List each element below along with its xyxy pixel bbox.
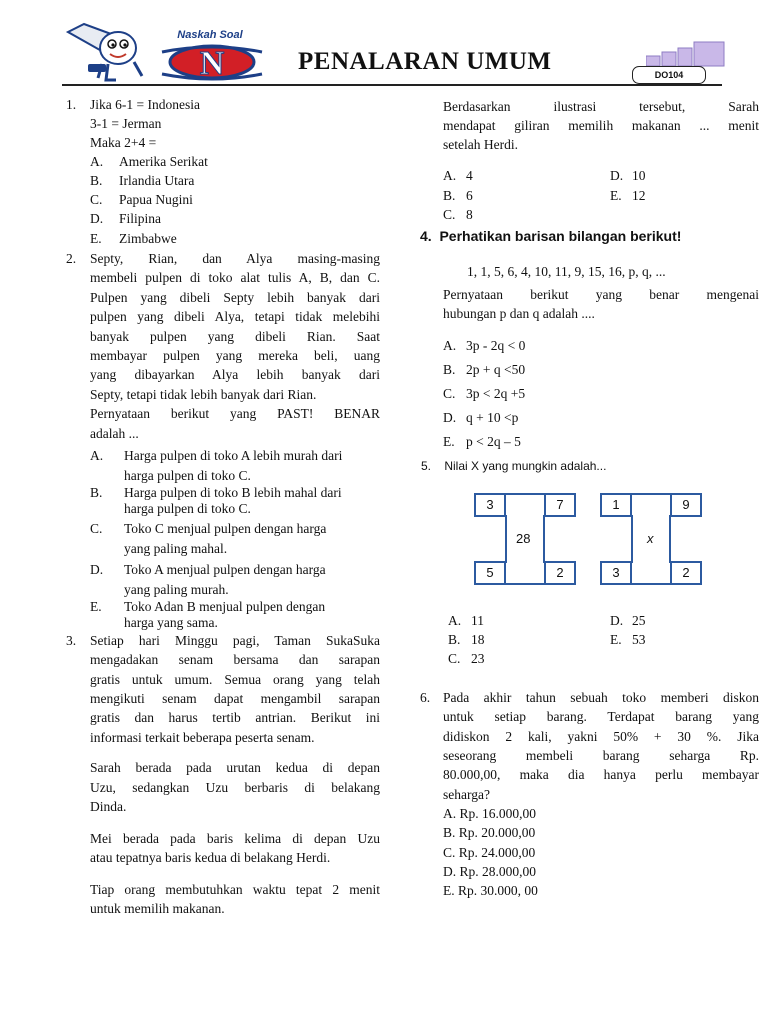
q3-option-text: 6 <box>466 188 473 203</box>
q6-line: 80.000,00, maka dia hanya perlu membayar <box>443 767 759 782</box>
q6-line: seharga? <box>443 787 490 802</box>
q3-number: 3. <box>66 633 77 648</box>
q4-heading: 4. Perhatikan barisan bilangan berikut! <box>420 228 682 244</box>
grid-cell: 5 <box>474 561 506 585</box>
q6-option: B. Rp. 20.000,00 <box>443 825 536 840</box>
naskah-soal-logo <box>62 18 272 84</box>
q2-line: membeli pulpen di toko alat tulis A, B, dan C. <box>90 270 380 285</box>
q3-paragraph-line: mengikuti senam dapat mengambil sarapan <box>90 691 380 706</box>
grid-connector <box>543 515 545 563</box>
q3-option-text: 12 <box>632 188 646 203</box>
q4-option-letter: C. <box>443 386 456 401</box>
q2-option-text: Harga pulpen di toko A lebih murah dari <box>124 448 343 463</box>
q3-option-letter: D. <box>610 168 624 183</box>
grid-center-value: x <box>647 531 654 546</box>
grid-cell: 7 <box>544 493 576 517</box>
q2-option-text: harga pulpen di toko C. <box>124 468 251 483</box>
q3-option-letter: C. <box>443 207 456 222</box>
q5-option-text: 18 <box>471 632 485 647</box>
grid-connector <box>630 493 672 495</box>
q2-option-letter: B. <box>90 485 103 500</box>
page-title: PENALARAN UMUM <box>298 48 552 75</box>
q2-option-text: Toko C menjual pulpen dengan harga <box>124 521 327 536</box>
q5-option-letter: A. <box>448 613 462 628</box>
q3-paragraph-line: informasi terkait beberapa peserta senam. <box>90 730 315 745</box>
grid-cell: 1 <box>600 493 632 517</box>
grid-connector <box>504 493 546 495</box>
q2-line: membayar pulpen yang mereka beli, uang <box>90 348 380 363</box>
grid-cell: 2 <box>544 561 576 585</box>
q3-option-letter: B. <box>443 188 456 203</box>
q2-number: 2. <box>66 251 77 266</box>
grid-cell: 2 <box>670 561 702 585</box>
q5-grid-1 <box>474 493 576 585</box>
q2-line: Septy, Rian, dan Alya masing-masing <box>90 251 380 266</box>
q4-option-text: 2p + q <50 <box>466 362 526 377</box>
q1-option-text: Amerika Serikat <box>119 154 208 169</box>
q2-line: banyak pulpen yang dibeli Rian. Saat <box>90 329 380 344</box>
q3-continuation-line: setelah Herdi. <box>443 137 518 152</box>
q6-option: D. Rp. 28.000,00 <box>443 864 537 879</box>
q1-option-text: Irlandia Utara <box>119 173 195 188</box>
q3-paragraph-line: Uzu, sedangkan Uzu berbaris di belakang <box>90 780 380 795</box>
q3-continuation-line: mendapat giliran memilih makanan ... menit <box>443 118 759 133</box>
q2-option-text: yang paling mahal. <box>124 541 228 556</box>
q1-option-letter: D. <box>90 211 104 226</box>
grid-cell: 3 <box>474 493 506 517</box>
q6-number: 6. <box>420 690 431 705</box>
q5-option-text: 23 <box>471 651 485 666</box>
q1-option-text: Papua Nugini <box>119 192 193 207</box>
q5-grid-2 <box>600 493 702 585</box>
q2-line: Septy, tetapi tidak lebih banyak dari Rian. <box>90 387 317 402</box>
q3-option-text: 8 <box>466 207 473 222</box>
q2-option-letter: C. <box>90 521 103 536</box>
q3-paragraph-line: gratis untuk umum. Semua orang yang telah <box>90 672 380 687</box>
q6-line: untuk setiap barang. Terdapat barang yang <box>443 709 759 724</box>
q1-option-letter: C. <box>90 192 103 207</box>
q1-line: Maka 2+4 = <box>90 135 157 150</box>
grid-cell: 3 <box>600 561 632 585</box>
q3-paragraph-line: mengadakan senam bersama dan sarapan <box>90 652 380 667</box>
q5-option-letter: B. <box>448 632 461 647</box>
q3-paragraph-line: gratis dan harus tertib antrian. Berikut ini <box>90 710 380 725</box>
q4-option-text: p < 2q – 5 <box>466 434 521 449</box>
q2-option-letter: D. <box>90 562 104 577</box>
q1-line: 3-1 = Jerman <box>90 116 162 131</box>
grid-center-value: 28 <box>516 531 531 546</box>
q6-line: Pada akhir tahun sebuah toko memberi diskon <box>443 690 759 705</box>
q5-option-text: 25 <box>632 613 646 628</box>
q3-option-letter: A. <box>443 168 457 183</box>
q4-option-text: 3p - 2q < 0 <box>466 338 526 353</box>
q5-option-letter: E. <box>610 632 622 647</box>
q4-option-text: 3p < 2q +5 <box>466 386 526 401</box>
q2-line: adalah ... <box>90 426 139 441</box>
grid-cell: 9 <box>670 493 702 517</box>
bar-graph-decoration-icon <box>646 40 726 68</box>
q4-option-text: q + 10 <p <box>466 410 519 425</box>
q3-option-text: 10 <box>632 168 646 183</box>
q2-line: pulpen yang dibeli Alya, tetapi tidak melebihi <box>90 309 380 324</box>
grid-connector <box>631 515 633 563</box>
grid-connector <box>630 583 672 585</box>
q4-option-letter: D. <box>443 410 457 425</box>
pencil-mascot-icon <box>68 24 142 80</box>
q2-line: Pulpen yang dibeli Septy lebih banyak dari <box>90 290 380 305</box>
grid-connector <box>505 515 507 563</box>
q1-option-text: Zimbabwe <box>119 231 177 246</box>
q1-option-text: Filipina <box>119 211 162 226</box>
q4-option-letter: E. <box>443 434 455 449</box>
q3-option-text: 4 <box>466 168 473 183</box>
q6-line: seseorang membeli barang seharga Rp. <box>443 748 759 763</box>
q1-line: Jika 6-1 = Indonesia <box>90 97 200 112</box>
q3-option-letter: E. <box>610 188 622 203</box>
q3-paragraph-line: untuk memilih makanan. <box>90 901 225 916</box>
q5-option-letter: C. <box>448 651 461 666</box>
q6-line: didiskon 2 kali, yakni 50% + 30 %. Jika <box>443 729 759 744</box>
q4-line: hubungan p dan q adalah .... <box>443 306 595 321</box>
q3-paragraph-line: Tiap orang membutuhkan waktu tepat 2 menit <box>90 882 380 897</box>
q4-line: Pernyataan berikut yang benar mengenai <box>443 287 759 302</box>
q2-option-letter: E. <box>90 599 102 614</box>
q3-paragraph-line: Mei berada pada baris kelima di depan Uzu <box>90 831 380 846</box>
q5-option-text: 11 <box>471 613 484 628</box>
exam-code-badge: DO104 <box>632 66 706 84</box>
q6-option: E. Rp. 30.000, 00 <box>443 883 538 898</box>
q4-option-letter: A. <box>443 338 457 353</box>
q5-option-letter: D. <box>610 613 624 628</box>
q6-option: C. Rp. 24.000,00 <box>443 845 536 860</box>
svg-text:Naskah Soal: Naskah Soal <box>177 29 243 41</box>
q1-option-letter: B. <box>90 173 103 188</box>
q2-option-text: Harga pulpen di toko B lebih mahal dari <box>124 485 342 500</box>
q5-heading: 5. Nilai X yang mungkin adalah... <box>421 459 607 473</box>
q2-line: Pernyataan berikut yang PAST! BENAR <box>90 406 380 421</box>
q1-option-letter: A. <box>90 154 104 169</box>
q6-option: A. Rp. 16.000,00 <box>443 806 537 821</box>
q2-option-text: harga pulpen di toko C. <box>124 501 251 516</box>
q2-option-text: Toko A menjual pulpen dengan harga <box>124 562 326 577</box>
q2-option-text: Toko Adan B menjual pulpen dengan <box>124 599 326 614</box>
q3-paragraph-line: Setiap hari Minggu pagi, Taman SukaSuka <box>90 633 380 648</box>
q3-continuation-line: Berdasarkan ilustrasi tersebut, Sarah <box>443 99 759 114</box>
grid-connector <box>669 515 671 563</box>
q5-option-text: 53 <box>632 632 646 647</box>
q4-sequence: 1, 1, 5, 6, 4, 10, 11, 9, 15, 16, p, q, ... <box>467 264 666 279</box>
q3-paragraph-line: Dinda. <box>90 799 127 814</box>
header-divider <box>62 84 722 86</box>
q4-option-letter: B. <box>443 362 456 377</box>
q3-paragraph-line: Sarah berada pada urutan kedua di depan <box>90 760 380 775</box>
q1-number: 1. <box>66 97 77 112</box>
q2-option-text: yang paling murah. <box>124 582 229 597</box>
q2-line: yang dibayarkan Alya lebih banyak dari <box>90 367 380 382</box>
q1-option-letter: E. <box>90 231 102 246</box>
q2-option-text: harga yang sama. <box>124 615 218 630</box>
q3-paragraph-line: atau tepatnya baris kedua di belakang Herdi. <box>90 850 331 865</box>
grid-connector <box>504 583 546 585</box>
q2-option-letter: A. <box>90 448 104 463</box>
svg-text:N: N <box>199 45 225 82</box>
